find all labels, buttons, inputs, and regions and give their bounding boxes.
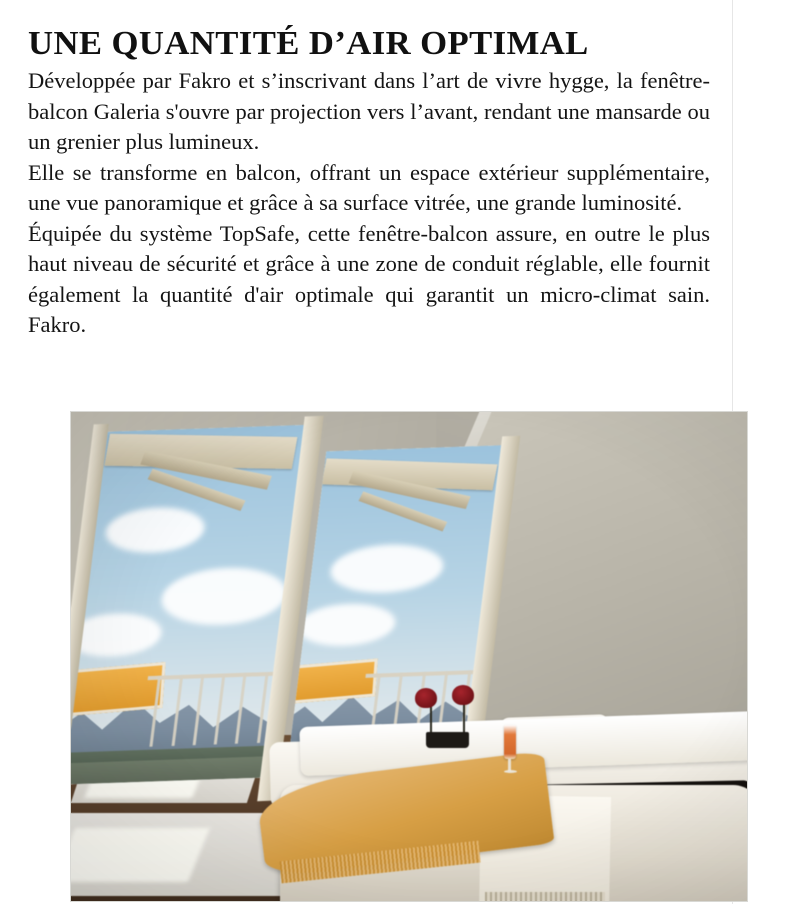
rail-baluster: [171, 675, 183, 746]
flower-arrangement: [402, 681, 510, 769]
flower-stem: [463, 702, 465, 735]
bed-drape-fringe: [485, 892, 605, 901]
rose-bloom: [415, 688, 437, 708]
rail-baluster: [236, 673, 248, 744]
glass-foot: [504, 770, 517, 773]
photo-scene: [71, 412, 747, 901]
article-paragraph-2: Elle se transforme en balcon, offrant un espace extérieur supplémentaire, une vue panoramique et grâce à sa surface vitrée, une grande luminosité.: [28, 159, 710, 215]
article-paragraphs: [28, 62, 710, 341]
page-title: UNE QUANTITÉ D’AIR OPTIMAL: [28, 25, 589, 62]
article-photo: [70, 411, 748, 902]
juice-glass: [504, 725, 538, 789]
flower-vase: [426, 732, 469, 748]
treeline: [71, 745, 281, 784]
article-body: [28, 0, 710, 341]
rose-bloom: [452, 685, 474, 705]
article-paragraph-3: Équipée du système TopSafe, cette fenêtre-balcon assure, en outre le plus haut niveau de sécurité et grâce à une zone de conduit réglable, elle fournit également la quantité d'air optimale qui garantit un micro-climat sain. Fakro.: [28, 220, 710, 337]
rail-baluster: [193, 674, 205, 745]
article-paragraph-1: Développée par Fakro et s’inscrivant dans l’art de vivre hygge, la fenêtre-balcon Galeria s'ouvre par projection vers l’avant, rendant une mansarde ou un grenier plus lumineux.: [28, 68, 710, 154]
sunlight-patch: [71, 828, 210, 882]
flower-stem: [430, 704, 432, 736]
rail-baluster: [150, 676, 162, 747]
glass-bowl: [504, 725, 516, 759]
rail-baluster: [214, 673, 226, 744]
